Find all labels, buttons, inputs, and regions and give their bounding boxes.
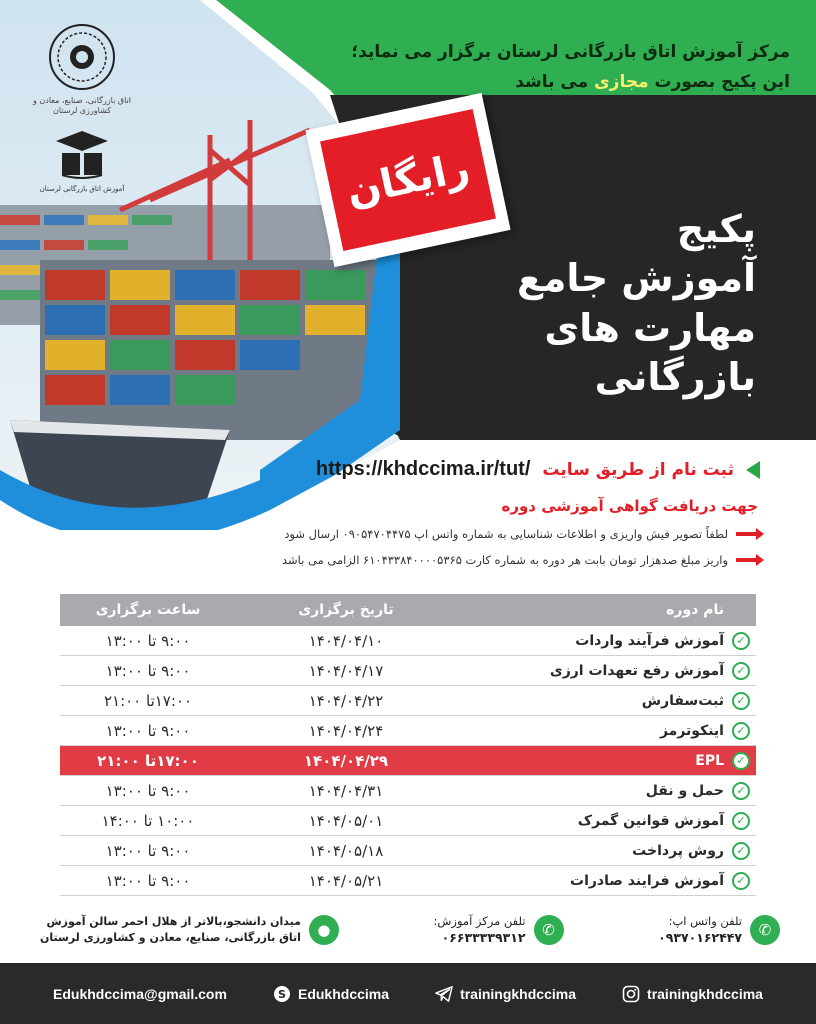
course-name-cell: [456, 872, 756, 890]
contact-address: [40, 914, 339, 946]
footer-instagram[interactable]: [622, 985, 763, 1003]
package-title: [396, 205, 756, 403]
payment-note-1-text: لطفاً تصویر فیش واریزی و اطلاعات شناسایی به شماره واتس اپ ۰۹۰۵۴۷۰۴۴۷۵ ارسال شود: [284, 527, 728, 541]
course-name-cell: [456, 662, 756, 680]
course-name-cell: [456, 632, 756, 650]
course-name-cell: [456, 752, 756, 770]
check-circle-icon: ✓: [732, 722, 750, 740]
registration-label: ثبت نام از طریق سایت: [542, 459, 734, 480]
course-name: اینکوترمز: [659, 722, 724, 739]
table-row: [60, 656, 756, 686]
red-arrow-icon: [736, 532, 758, 536]
footer-telegram[interactable]: [435, 985, 576, 1003]
registration-section: [60, 458, 760, 567]
course-time: ۱۰:۰۰ تا ۱۴:۰۰: [101, 811, 195, 830]
course-date: ۱۴۰۴/۰۴/۲۲: [308, 691, 384, 710]
table-body: [60, 626, 756, 896]
address-line-1: میدان دانشجو،بالاتر از هلال احمر سالن آموزش: [46, 915, 301, 929]
package-title-line-3: مهارت های بازرگانی: [544, 305, 756, 400]
logo-block: [22, 22, 142, 193]
course-name: آموزش قوانین گمرک: [577, 812, 724, 829]
course-date: ۱۴۰۴/۰۴/۲۹: [303, 751, 389, 770]
footer-skype[interactable]: [273, 985, 389, 1003]
course-date: ۱۴۰۴/۰۵/۲۱: [308, 871, 384, 890]
whatsapp-number: ۰۹۳۷۰۱۶۲۴۴۷: [658, 930, 742, 946]
skype-icon: [273, 985, 291, 1003]
registration-row: [60, 458, 760, 481]
contacts-section: [40, 902, 780, 958]
footer-email[interactable]: [53, 986, 227, 1002]
free-tag-label: رایگان: [342, 144, 474, 216]
footer-instagram-text: trainingkhdccima: [647, 985, 763, 1002]
virtual-highlight: مجازی: [594, 72, 649, 92]
center-label: تلفن مرکز آموزش:: [433, 913, 526, 928]
training-caption: آموزش اتاق بازرگانی لرستان: [39, 185, 125, 194]
contact-whatsapp[interactable]: [658, 913, 780, 948]
payment-note-1: [60, 527, 758, 541]
contact-center[interactable]: [434, 913, 564, 948]
package-title-line-1: پکیج: [676, 207, 756, 251]
top-announcement: [270, 42, 790, 92]
course-time: ۱۷:۰۰تا ۲۱:۰۰: [97, 751, 199, 770]
course-name: حمل و نقل: [645, 782, 724, 799]
svg-text:S: S: [278, 987, 286, 1001]
footer-email-text: Edukhdccima@gmail.com: [53, 985, 227, 1002]
course-name-cell: [456, 842, 756, 860]
phone-icon: ✆: [534, 915, 564, 945]
course-date: ۱۴۰۴/۰۴/۳۱: [308, 781, 384, 800]
header-date: تاریخ برگزاری: [298, 602, 394, 618]
course-name-cell: [456, 722, 756, 740]
announcement-line-1: مرکز آموزش اتاق بازرگانی لرستان برگزار می نماید؛: [351, 42, 790, 62]
check-circle-icon: ✓: [732, 812, 750, 830]
course-time: ۹:۰۰ تا ۱۳:۰۰: [105, 841, 191, 860]
table-row: [60, 626, 756, 656]
check-circle-icon: ✓: [732, 632, 750, 650]
course-time: ۹:۰۰ تا ۱۳:۰۰: [105, 871, 191, 890]
org-caption: اتاق بازرگانی، صنایع، معادن و کشاورزی لرستان: [33, 96, 131, 115]
table-row: [60, 776, 756, 806]
header-course-name: نام دوره: [666, 602, 724, 618]
course-name-cell: [456, 782, 756, 800]
telegram-icon: [435, 985, 453, 1003]
course-table: [60, 594, 756, 896]
course-name: روش پرداخت: [632, 842, 724, 859]
check-circle-icon: ✓: [732, 662, 750, 680]
certificate-line: جهت دریافت گواهی آموزشی دوره: [501, 497, 758, 515]
course-name: آموزش فرآیند واردات: [575, 632, 724, 649]
location-pin-icon: ●: [309, 915, 339, 945]
table-row: [60, 716, 756, 746]
table-row: [60, 686, 756, 716]
green-arrow-icon: [746, 461, 760, 479]
course-date: ۱۴۰۴/۰۴/۲۴: [308, 721, 384, 740]
course-name: ثبت‌سفارش: [641, 692, 724, 709]
table-row: [60, 836, 756, 866]
footer-bar: [0, 963, 816, 1024]
course-name-cell: [456, 812, 756, 830]
course-time: ۹:۰۰ تا ۱۳:۰۰: [105, 721, 191, 740]
table-row: [60, 806, 756, 836]
course-date: ۱۴۰۴/۰۵/۰۱: [308, 811, 384, 830]
chamber-seal-icon: [47, 22, 117, 92]
training-logo-icon: [52, 125, 112, 183]
footer-telegram-text: trainingkhdccima: [460, 985, 576, 1002]
course-name-cell: [456, 692, 756, 710]
course-date: ۱۴۰۴/۰۴/۱۰: [308, 631, 384, 650]
check-circle-icon: ✓: [732, 692, 750, 710]
course-name: آموزش فرایند صادرات: [570, 872, 724, 889]
payment-note-2-text: واریز مبلغ صدهزار تومان بابت هر دوره به شماره کارت ۶۱۰۴۳۳۸۴۰۰۰۰۵۳۶۵ الزامی می باشد: [281, 553, 728, 567]
course-time: ۹:۰۰ تا ۱۳:۰۰: [105, 631, 191, 650]
payment-note-2: [60, 553, 758, 567]
course-name: آموزش رفع تعهدات ارزی: [549, 662, 724, 679]
check-circle-icon: ✓: [732, 782, 750, 800]
whatsapp-label: تلفن واتس اپ:: [668, 913, 742, 928]
header-time: ساعت برگزاری: [95, 602, 201, 618]
course-time: ۹:۰۰ تا ۱۳:۰۰: [105, 781, 191, 800]
package-title-line-2: آموزش جامع: [516, 256, 756, 301]
check-circle-icon: ✓: [732, 872, 750, 890]
check-circle-icon: ✓: [732, 842, 750, 860]
course-date: ۱۴۰۴/۰۴/۱۷: [308, 661, 384, 680]
registration-link[interactable]: https://khdccima.ir/tut/: [315, 458, 531, 480]
center-text: [434, 913, 526, 948]
course-time: ۱۷:۰۰تا ۲۱:۰۰: [103, 691, 193, 710]
center-number: ۰۶۶۳۳۳۳۹۳۱۲: [441, 930, 526, 946]
course-time: ۹:۰۰ تا ۱۳:۰۰: [105, 661, 191, 680]
table-row: [60, 866, 756, 896]
phone-icon: ✆: [750, 915, 780, 945]
check-circle-icon: ✓: [732, 752, 750, 770]
announcement-text-before: این پکیج بصورت: [654, 72, 790, 92]
announcement-line-2: [270, 72, 790, 92]
table-row: [60, 746, 756, 776]
whatsapp-text: [658, 913, 742, 948]
red-arrow-icon: [736, 558, 758, 562]
ship-containers: [40, 260, 380, 440]
address-text: [40, 914, 301, 946]
announcement-text-after: می باشد: [515, 72, 589, 92]
course-name: EPL: [695, 752, 724, 769]
table-header: [60, 594, 756, 626]
instagram-icon: [622, 985, 640, 1003]
footer-skype-text: Edukhdccima: [297, 985, 390, 1002]
address-line-2: اتاق بازرگانی، صنایع، معادن و کشاورزی لرستان: [40, 931, 301, 944]
course-date: ۱۴۰۴/۰۵/۱۸: [308, 841, 384, 860]
